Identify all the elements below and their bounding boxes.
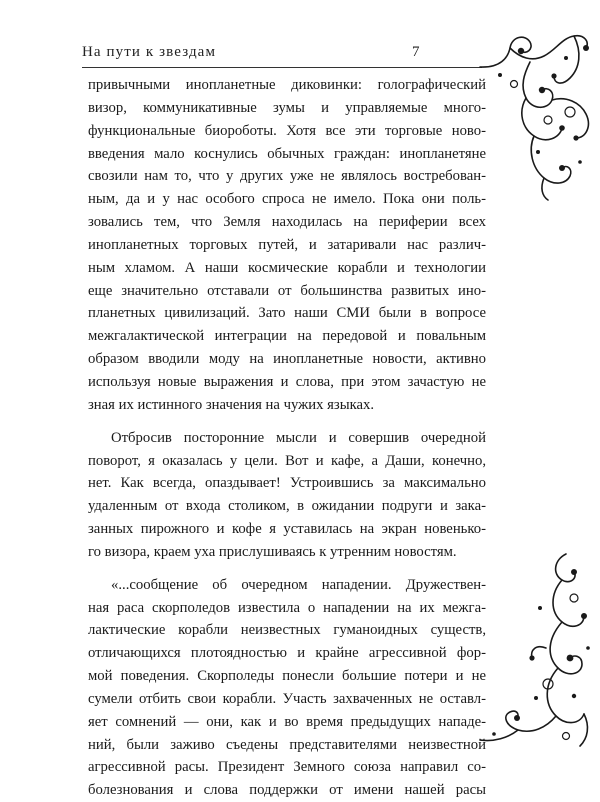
text-line: ным, да и у нас особого спроса не имело. Пока они поль- bbox=[88, 191, 486, 208]
text-line: болезнования и слова поддержки от имени нашей расы bbox=[88, 782, 486, 799]
text-line: мой поведения. Скорполеды понесли большие потери и не bbox=[88, 668, 486, 685]
text-line: ний, были заживо съедены представителями неизвестной bbox=[88, 736, 486, 753]
text-line: ным хламом. А наши космические корабли и технологии bbox=[88, 259, 486, 276]
text-line: го визора, краем уха прислушиваясь к утренним новостям. bbox=[88, 543, 457, 560]
text-line: образом вводили моду на инопланетные новости, активно bbox=[88, 351, 486, 368]
text-line: зная их истинного значения на чужих языках. bbox=[88, 396, 375, 413]
text-line: поворот, я оказалась у цели. Вот и кафе, а Даши, конечно, bbox=[88, 452, 486, 469]
text-line: отличающихся плотоядностью и крайне агрессивной фор- bbox=[88, 645, 486, 662]
text-line: функциональные биороботы. Хотя все эти торговые ново- bbox=[88, 122, 486, 139]
text-line: яет сомнений — они, как и во время предыдущих нападе- bbox=[88, 713, 486, 730]
text-line: зовались тем, что Земля находилась на периферии всех bbox=[88, 214, 486, 231]
text-line: лактические корабли неизвестных гуманоидных существ, bbox=[88, 622, 486, 639]
text-line: свозили нам то, что у других уже не являлось востребован- bbox=[88, 168, 486, 185]
header-rule bbox=[82, 67, 482, 68]
text-line: инопланетных торговых путей, и затаривали нас различ- bbox=[88, 236, 486, 253]
text-line: Отбросив посторонние мысли и совершив очередной bbox=[111, 429, 486, 446]
swirl-ornament-bottom-icon bbox=[470, 548, 600, 750]
text-line: введения мало коснулись обычных граждан: инопланетяне bbox=[88, 145, 486, 162]
text-line: еще значительно отставали от большинства развитых ино- bbox=[88, 282, 486, 299]
running-title: На пути к звездам bbox=[82, 44, 217, 60]
text-line: используя новые выражения и слова, при этом зачастую не bbox=[88, 373, 486, 390]
text-line: нет. Как всегда, опаздывает! Устроившись за максимально bbox=[88, 475, 486, 492]
swirl-ornament-top-icon bbox=[470, 28, 600, 203]
paragraph-1 bbox=[88, 74, 486, 417]
paragraph-2 bbox=[88, 427, 486, 564]
paragraph-3 bbox=[88, 574, 486, 802]
text-line: «...сообщение об очередном нападении. Дружествен- bbox=[111, 576, 486, 593]
text-line: привычными инопланетные диковинки: голографический bbox=[88, 77, 486, 93]
text-line: удаленным от входа столиком, в ожидании подруги и зака- bbox=[88, 498, 486, 515]
text-line: межгалактической интеграции на передовой и повальным bbox=[88, 328, 486, 345]
body-text bbox=[88, 74, 486, 802]
text-line: занных пирожного и кофе я уставилась на экран новенько- bbox=[88, 521, 486, 538]
page-number: 7 bbox=[412, 44, 420, 60]
text-line: агрессивной расы. Президент Земного союза направил со- bbox=[88, 759, 486, 776]
text-line: визор, коммуникативные зумы и управляемые много- bbox=[88, 99, 486, 116]
text-line: планетных цивилизаций. Зато наши СМИ были в вопросе bbox=[88, 305, 486, 322]
text-line: ная раса скорполедов известила о нападении на их межга- bbox=[88, 599, 486, 616]
text-line: сумели отбить свои корабли. Участь захваченных не оставл- bbox=[88, 690, 486, 707]
